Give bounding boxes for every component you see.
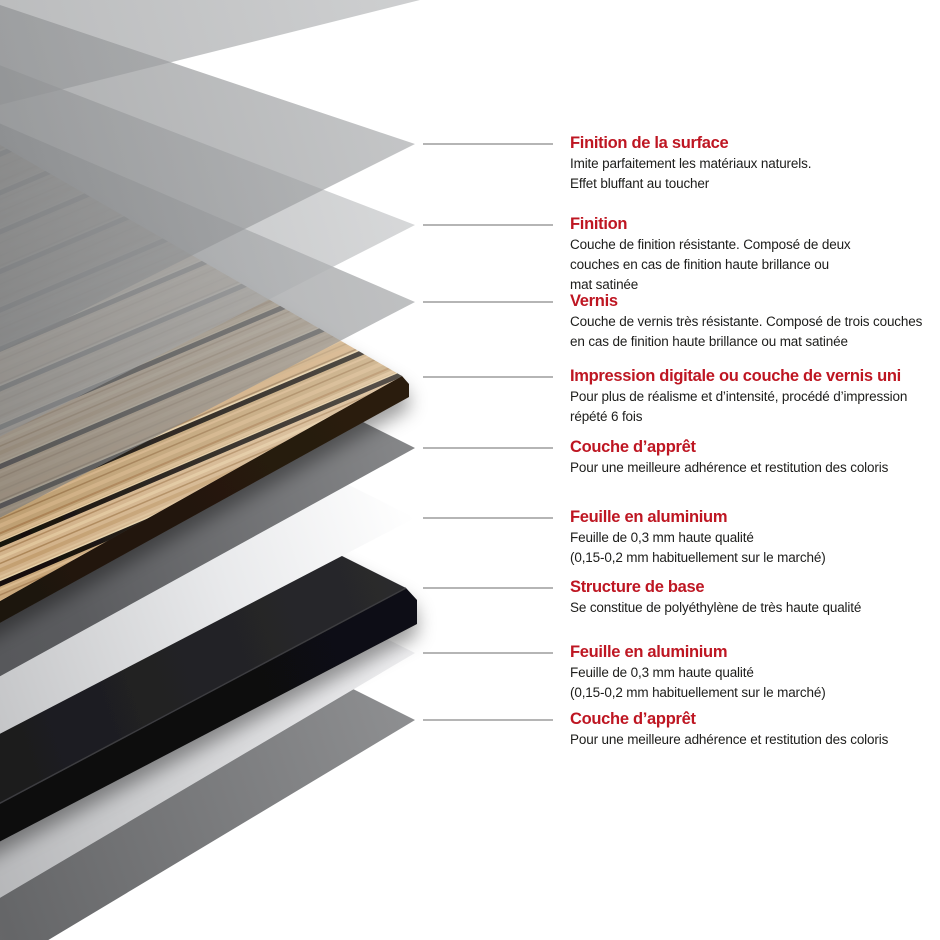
leader-line-impression-digitale [423,376,553,378]
layer-label-structure-de-base [570,577,940,617]
layer-heading-couche-appret-2: Couche d’apprêt [570,710,696,728]
layer-description-line: Feuille de 0,3 mm haute qualité [570,665,754,680]
layer-description-line: Feuille de 0,3 mm haute qualité [570,530,754,545]
layer-heading-feuille-aluminium-1: Feuille en aluminium [570,508,728,526]
layer-description-line: Couche de finition résistante. Composé de deux [570,237,851,252]
layer-description-line: couches en cas de finition haute brillance ou [570,257,829,272]
leader-line-finition [423,224,553,226]
layer-description-line: Couche de vernis très résistante. Composé de trois couches [570,314,923,329]
layer-label-impression-digitale [570,366,940,426]
leader-line-vernis [423,301,553,303]
layer-description-line: Pour une meilleure adhérence et restitution des coloris [570,460,889,475]
layer-description-line: (0,15-0,2 mm habituellement sur le marché) [570,550,826,565]
layer-description-line: Imite parfaitement les matériaux naturels. [570,156,812,171]
layer-description-line: en cas de finition haute brillance ou mat satinée [570,334,848,349]
leader-line-feuille-aluminium-1 [423,517,553,519]
layer-heading-feuille-aluminium-2: Feuille en aluminium [570,643,728,661]
leader-line-couche-appret-2 [423,719,553,721]
layer-label-finition-surface [570,133,940,193]
layer-heading-impression-digitale: Impression digitale ou couche de vernis uni [570,367,901,385]
layer-description-line: mat satinée [570,277,639,292]
layer-description-line: répété 6 fois [570,409,643,424]
leader-line-feuille-aluminium-2 [423,652,553,654]
layer-label-feuille-aluminium-2 [570,642,940,702]
layer-description-line: Pour plus de réalisme et d’intensité, procédé d’impression [570,389,908,404]
layer-heading-structure-de-base: Structure de base [570,578,705,596]
layer-label-vernis [570,291,940,351]
layer-label-finition [570,214,940,294]
leader-line-structure-de-base [423,587,553,589]
layer-heading-couche-appret-1: Couche d’apprêt [570,438,696,456]
layer-description-line: Effet bluffant au toucher [570,176,710,191]
layer-label-couche-appret-2 [570,709,940,749]
layer-heading-vernis: Vernis [570,292,618,310]
layer-label-feuille-aluminium-1 [570,507,940,567]
layer-description-line: Pour une meilleure adhérence et restitution des coloris [570,732,889,747]
layer-heading-finition: Finition [570,215,628,233]
layer-description-line: Se constitue de polyéthylène de très haute qualité [570,600,862,615]
leader-line-finition-surface [423,143,553,145]
layer-label-couche-appret-1 [570,437,940,477]
layer-heading-finition-surface: Finition de la surface [570,134,729,152]
layer-description-line: (0,15-0,2 mm habituellement sur le marché) [570,685,826,700]
leader-line-couche-appret-1 [423,447,553,449]
